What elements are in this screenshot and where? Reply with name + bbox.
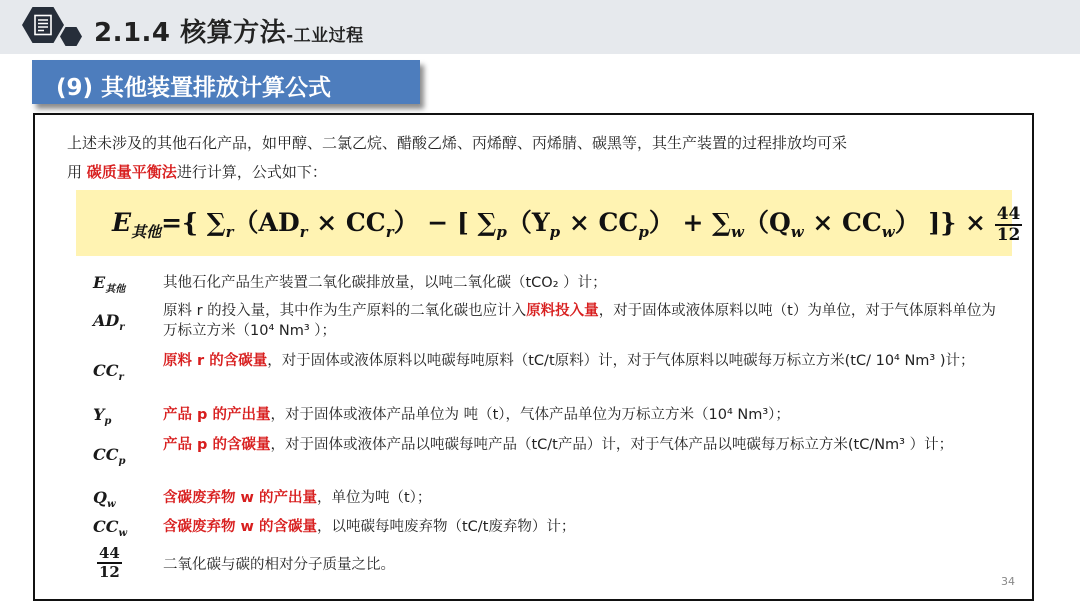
formula-sub: r (385, 223, 394, 241)
formula-sub: w (790, 223, 804, 241)
page-title (94, 12, 364, 49)
formula-part: ） + ∑ (648, 208, 732, 237)
intro-paragraph (67, 129, 1029, 187)
formula-part: × CC (560, 208, 639, 237)
definition-text: 原料 r 的含碳量，对于固体或液体原料以吨碳每吨原料（tC/t原料）计，对于气体原料以吨碳每万标立方米(tC/ 10⁴ Nm³ )计； (163, 353, 975, 369)
definition-symbol: $CC_r$ (93, 361, 124, 384)
definition-text: 二氧化碳与碳的相对分子质量之比。 (163, 557, 395, 573)
formula-part: ） − [ ∑ (393, 208, 497, 237)
definition-symbol: $Q_w$ (93, 488, 116, 511)
definition-symbol: $CC_w$ (93, 517, 128, 540)
definition-symbol: $AD_r$ (93, 311, 125, 334)
formula-part: （Y (506, 208, 550, 237)
intro-line-2 (67, 158, 1029, 187)
formula-part: （Q (743, 208, 791, 237)
formula-part: ） ]} × (894, 208, 986, 237)
doc-glyph (33, 14, 53, 36)
page-title-sub: -工业过程 (286, 26, 364, 46)
definition-symbol: $Y_p$ (93, 405, 112, 428)
content-box (33, 113, 1034, 601)
definition-text: 含碳废弃物 w 的产出量，单位为吨（t）； (163, 490, 432, 506)
intro-highlight: 碳质量平衡法 (86, 163, 177, 181)
definition-fraction: $\frac{44}{12}$ (99, 544, 120, 581)
intro-line2-prefix: 用 (67, 163, 83, 181)
section-title: (9) 其他装置排放计算公式 (56, 75, 332, 101)
header-bar (0, 0, 1080, 54)
formula-sub: p (549, 223, 561, 241)
definition-text: 含碳废弃物 w 的含碳量，以吨碳每吨废弃物（tC/t废弃物）计； (163, 519, 576, 535)
section-banner (32, 60, 420, 104)
intro-line-1: 上述未涉及的其他石化产品，如甲醇、二氯乙烷、醋酸乙烯、丙烯醇、丙烯腈、碳黑等，其生产装置的过程排放均可采 (67, 134, 848, 152)
hexagon-large-shape (22, 7, 64, 43)
definition-text: 原料 r 的投入量，其中作为生产原料的二氧化碳也应计入原料投入量，对于固体或液体原料以吨（t）为单位，对于气体原料单位为万标立方米（10⁴ Nm³ ）； (163, 303, 996, 339)
formula-sub: r (299, 223, 308, 241)
formula (112, 203, 1022, 245)
definition-text: 产品 p 的产出量，对于固体或液体产品单位为 吨（t），气体产品单位为万标立方米（10⁴ Nm³）； (163, 407, 790, 423)
formula-part: （AD (233, 208, 300, 237)
intro-line2-suffix: 进行计算，公式如下： (176, 163, 327, 181)
formula-part: × CC (307, 208, 386, 237)
definition-symbol: $E_{其他}$ (93, 273, 126, 296)
formula-sub: r (225, 223, 234, 241)
formula-sub: p (638, 223, 649, 241)
definition-text: 其他石化产品生产装置二氧化碳排放量，以吨二氧化碳（tCO₂ ）计； (163, 275, 607, 291)
definition-symbol: $CC_p$ (93, 445, 126, 468)
formula-sub: p (496, 223, 507, 241)
hexagon-small-shape (60, 27, 82, 46)
document-icon (22, 7, 84, 49)
formula-lhs: E (112, 208, 132, 237)
fraction-denominator: 12 (996, 224, 1021, 245)
formula-sub: w (731, 223, 744, 241)
formula-box (76, 190, 1021, 256)
formula-part: ={ ∑ (161, 208, 226, 237)
fraction-numerator: 44 (996, 203, 1021, 224)
definition-text: 产品 p 的含碳量，对于固体或液体产品以吨碳每吨产品（tC/t产品）计，对于气体产品以吨碳每万标立方米(tC/Nm³ ）计； (163, 437, 954, 453)
formula-fraction (995, 205, 1023, 245)
formula-lhs-sub: 其他 (131, 223, 162, 241)
page-number: 34 (1001, 575, 1015, 588)
formula-part: × CC (803, 208, 882, 237)
page-title-main: 2.1.4 核算方法 (94, 18, 287, 48)
formula-sub: w (881, 223, 895, 241)
